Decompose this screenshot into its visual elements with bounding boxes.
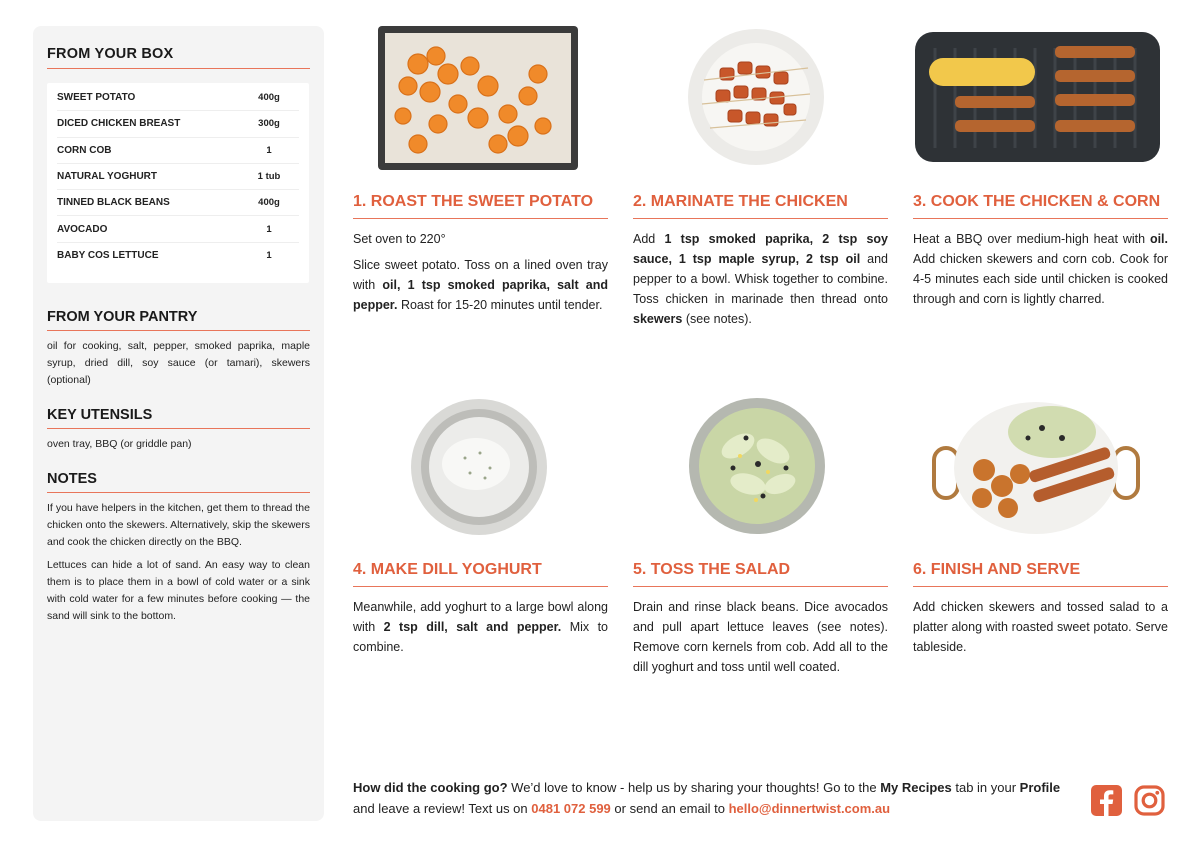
notes-paragraph: Lettuces can hide a lot of sand. An easy way to clean them is to place them in a bowl of cold water or a sink with cold water for a few minutes before cooking — the sand will sink to the bottom. <box>47 559 310 623</box>
ingredient-name: BABY COS LETTUCE <box>57 250 159 262</box>
step-4 <box>353 561 608 657</box>
notes-heading: NOTES <box>47 471 310 493</box>
contact-link[interactable]: hello@dinnertwist.com.au <box>728 801 891 816</box>
step-title: 5. TOSS THE SALAD <box>633 561 888 587</box>
step-title: 2. MARINATE THE CHICKEN <box>633 193 888 219</box>
ingredient-qty: 300g <box>258 118 280 130</box>
step-body <box>633 597 888 677</box>
ingredient-qty: 400g <box>258 197 280 209</box>
step-title: 1. ROAST THE SWEET POTATO <box>353 193 608 219</box>
ingredient-name: NATURAL YOGHURT <box>57 171 157 183</box>
ingredient-name: TINNED BLACK BEANS <box>57 197 170 209</box>
notes-section <box>47 471 310 625</box>
ingredient-row <box>57 164 299 190</box>
ingredient-name: SWEET POTATO <box>57 92 136 104</box>
ingredient-name: DICED CHICKEN BREAST <box>57 118 181 130</box>
instagram-icon[interactable] <box>1134 785 1165 821</box>
pantry-heading: FROM YOUR PANTRY <box>47 309 310 331</box>
dill-yoghurt-bowl-photo <box>410 398 548 541</box>
step-body <box>913 229 1168 309</box>
step-body <box>913 597 1168 657</box>
step-body <box>633 229 888 329</box>
step-title: 3. COOK THE CHICKEN & CORN <box>913 193 1168 219</box>
step-2 <box>633 193 888 329</box>
ingredient-row <box>57 190 299 216</box>
ingredient-name: AVOCADO <box>57 223 108 235</box>
step-5 <box>633 561 888 677</box>
contact-link[interactable]: 0481 072 599 <box>531 801 611 816</box>
pantry-text: oil for cooking, salt, pepper, smoked paprika, maple syrup, dried dill, soy sauce (or tamari), skewers (optional) <box>47 340 310 387</box>
step-3 <box>913 193 1168 309</box>
served-platter-photo <box>932 398 1140 541</box>
step-title: 6. FINISH AND SERVE <box>913 561 1168 587</box>
ingredient-row <box>57 111 299 137</box>
marinated-chicken-skewers-photo <box>686 28 826 171</box>
ingredient-row <box>57 85 299 111</box>
ingredient-row <box>57 243 299 269</box>
ingredient-qty: 1 <box>266 223 272 235</box>
step-6 <box>913 561 1168 657</box>
ingredient-qty: 1 <box>266 144 272 156</box>
utensils-text: oven tray, BBQ (or griddle pan) <box>47 438 192 451</box>
step-paragraph: Set oven to 220° <box>353 232 446 246</box>
ingredients-table <box>47 83 309 283</box>
ingredient-qty: 1 tub <box>257 171 281 183</box>
grilled-chicken-corn-photo <box>915 28 1160 171</box>
sidebar-panel <box>33 26 324 821</box>
roasted-sweet-potato-tray-photo <box>378 26 578 175</box>
step-title: 4. MAKE DILL YOGHURT <box>353 561 608 587</box>
utensils-section <box>47 407 310 453</box>
ingredient-qty: 1 <box>266 250 272 262</box>
notes-paragraph: If you have helpers in the kitchen, get them to thread the chicken onto the skewers. Alternatively, skip the skewers and cook the chicken directly on the BBQ. <box>47 502 311 549</box>
step-body <box>353 229 608 315</box>
step-paragraph: Heat a BBQ over medium-high heat with oil. Add chicken skewers and corn cob. Cook for 4-5 minutes each side until chicken is cooked through and corn is lightly charred. <box>913 232 1168 306</box>
review-footer-text: How did the cooking go? We’d love to know - help us by sharing your thoughts! Go to the My Recipes tab in your Profile and leave a review! Text us on 0481 072 599 or send an email to hello@dinnertwist.com.au <box>353 780 1061 816</box>
step-paragraph: Add 1 tsp smoked paprika, 2 tsp soy sauce, 1 tsp maple syrup, 2 tsp oil and pepper to a bowl. Whisk together to combine. Toss chicken in marinade then thread onto skewers (see notes). <box>633 232 888 326</box>
step-body <box>353 597 608 657</box>
ingredient-row <box>57 216 299 242</box>
ingredient-name: CORN COB <box>57 144 112 156</box>
ingredient-row <box>57 138 299 164</box>
step-1 <box>353 193 608 315</box>
pantry-section <box>47 309 310 389</box>
utensils-heading: KEY UTENSILS <box>47 407 310 429</box>
from-your-box-heading: FROM YOUR BOX <box>47 46 310 69</box>
tossed-salad-bowl-photo <box>688 396 826 541</box>
step-paragraph: Slice sweet potato. Toss on a lined oven tray with oil, 1 tsp smoked paprika, salt and pepper. Roast for 15-20 minutes until tender. <box>353 258 608 312</box>
facebook-icon[interactable] <box>1091 785 1122 821</box>
step-paragraph: Add chicken skewers and tossed salad to a platter along with roasted sweet potato. Serve tableside. <box>913 600 1168 654</box>
ingredient-qty: 400g <box>258 92 280 104</box>
step-paragraph: Drain and rinse black beans. Dice avocados and pull apart lettuce leaves (see notes). Remove corn kernels from cob. Add all to the dill yoghurt and toss until well coated. <box>633 600 888 674</box>
step-paragraph: Meanwhile, add yoghurt to a large bowl along with 2 tsp dill, salt and pepper. Mix to combine. <box>353 600 609 654</box>
